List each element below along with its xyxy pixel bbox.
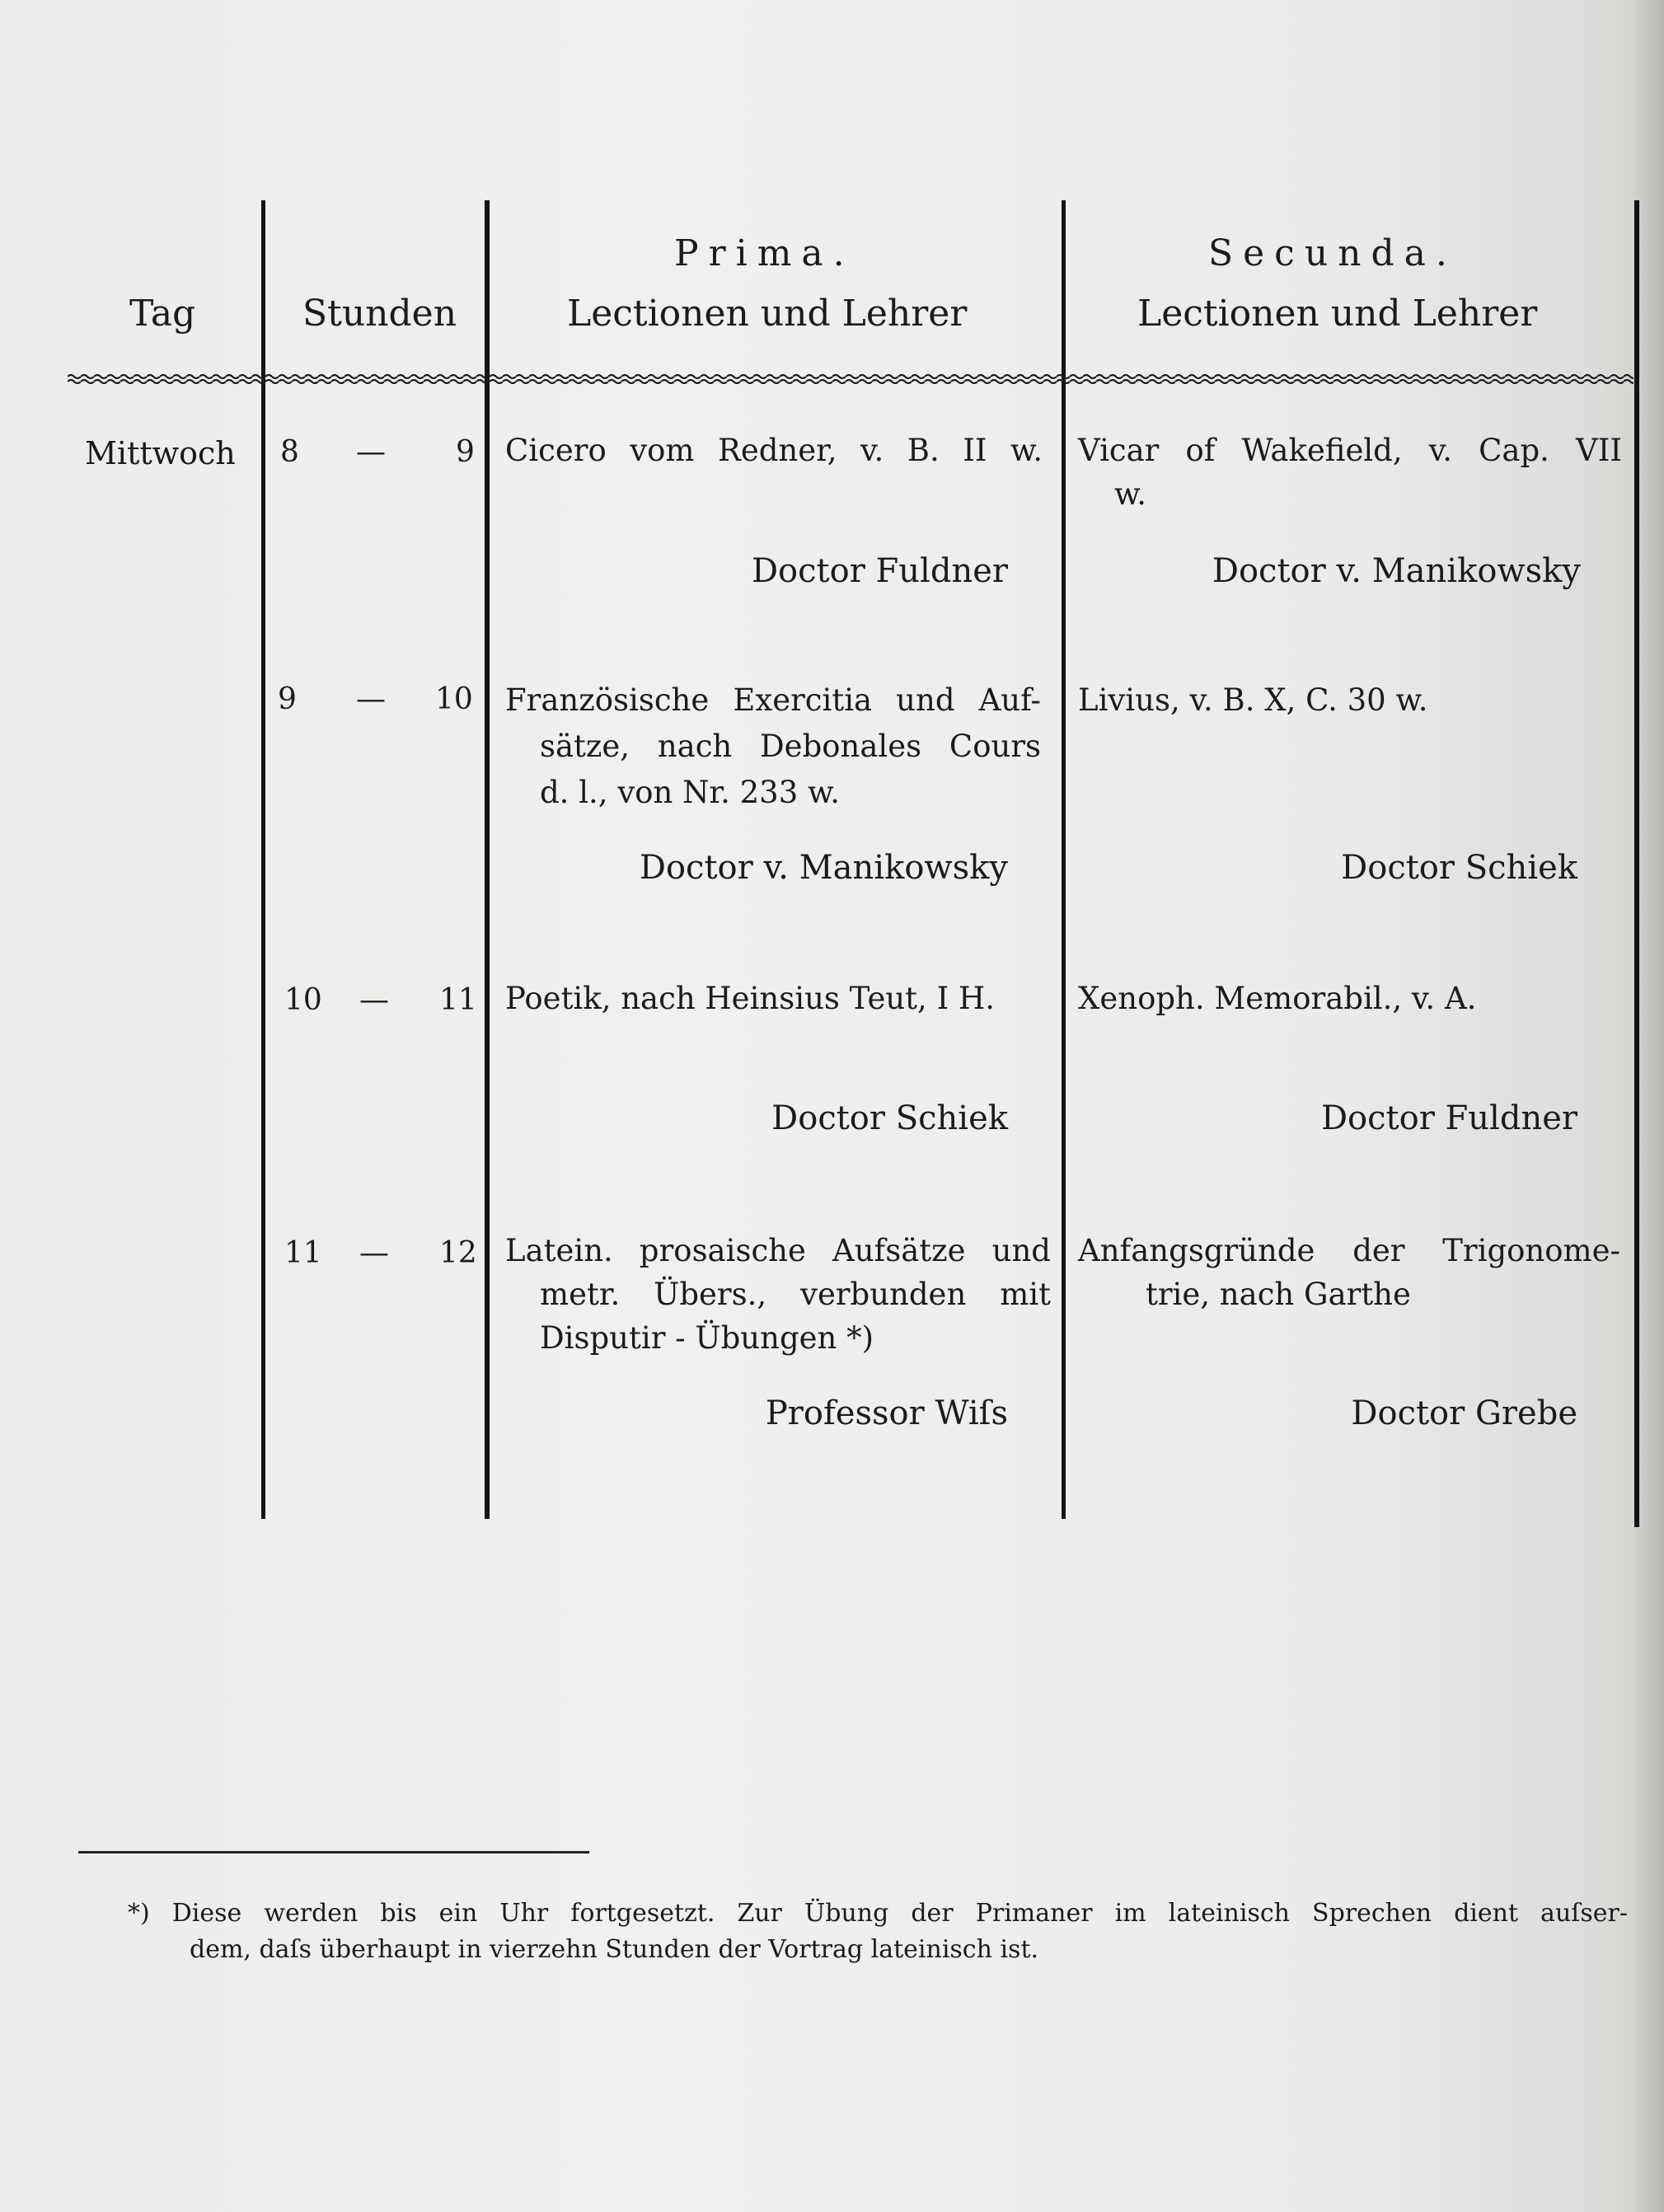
row-3-secunda-teacher: Doctor Fuldner: [1320, 1099, 1577, 1137]
row-2-prima-line-1: Französische Exercitia und Auf-: [505, 682, 1041, 718]
column-rule-right: [1634, 200, 1639, 1527]
row-4-hour-dash: —: [359, 1236, 389, 1270]
header-prima-title: Prima.: [674, 232, 855, 274]
row-1-prima-line-1: Cicero vom Redner, v. B. II w.: [505, 433, 1043, 468]
row-3-prima-line-1: Poetik, nach Heinsius Teut, I H.: [505, 981, 995, 1016]
row-1-prima-teacher: Doctor Fuldner: [751, 552, 1008, 590]
row-4-prima-line-3: Disputir - Übungen *): [540, 1320, 874, 1356]
row-1-secunda-line-1: Vicar of Wakefield, v. Cap. VII: [1078, 433, 1622, 468]
row-1-hour-dash: —: [356, 435, 386, 469]
header-stunden: Stunden: [302, 293, 457, 335]
row-2-prima-teacher: Doctor v. Manikowsky: [639, 849, 1008, 887]
row-1-secunda-teacher: Doctor v. Manikowsky: [1212, 552, 1581, 590]
header-tag: Tag: [129, 293, 196, 335]
column-rule-tag-stunden: [261, 200, 265, 1519]
header-wavy-rule: [68, 373, 1634, 384]
row-4-prima-line-1: Latein. prosaische Aufsätze und: [505, 1233, 1051, 1268]
row-3-hour-to: 11: [439, 983, 477, 1017]
column-rule-stunden-prima: [485, 200, 490, 1519]
row-4-secunda-teacher: Doctor Grebe: [1351, 1394, 1577, 1432]
row-2-hour-dash: —: [356, 682, 386, 716]
row-3-hour-dash: —: [359, 983, 389, 1017]
row-2-hour-from: 9: [278, 682, 297, 716]
footnote-line-1: *) Diese werden bis ein Uhr fortgesetzt. Zur Übung der Primaner im lateinisch Sprechen dient auſser-: [128, 1899, 1628, 1928]
footnote-line-2: dem, daſs überhaupt in vierzehn Stunden der Vortrag lateinisch ist.: [190, 1935, 1039, 1964]
column-rule-prima-secunda: [1062, 200, 1066, 1519]
row-2-secunda-teacher: Doctor Schiek: [1341, 849, 1577, 887]
header-secunda-title: Secunda.: [1208, 232, 1457, 274]
row-2-prima-line-3: d. l., von Nr. 233 w.: [540, 775, 841, 810]
row-2-hour-to: 10: [435, 682, 473, 716]
header-prima-subtitle: Lectionen und Lehrer: [567, 293, 968, 335]
row-4-prima-line-2: metr. Übers., verbunden mit: [540, 1277, 1051, 1312]
row-4-prima-teacher: Professor Wiſs: [765, 1394, 1008, 1432]
header-secunda-subtitle: Lectionen und Lehrer: [1137, 293, 1538, 335]
row-3-hour-from: 10: [284, 983, 322, 1017]
row-1-hour-from: 8: [280, 435, 299, 469]
row-4-secunda-line-2: trie, nach Garthe: [1146, 1277, 1411, 1312]
row-4-hour-to: 12: [439, 1236, 477, 1270]
row-4-hour-from: 11: [284, 1236, 322, 1270]
row-1-secunda-line-2: w.: [1114, 476, 1147, 512]
row-3-prima-teacher: Doctor Schiek: [771, 1099, 1008, 1137]
footnote: [128, 1896, 1628, 1968]
row-2-prima-line-2: sätze, nach Debonales Cours: [540, 729, 1041, 764]
row-2-secunda-line-1: Livius, v. B. X, C. 30 w.: [1078, 682, 1428, 718]
row-1-hour-to: 9: [456, 435, 475, 469]
row-4-secunda-line-1: Anfangsgründe der Trigonome-: [1078, 1233, 1620, 1268]
day-label: Mittwoch: [85, 435, 236, 471]
row-3-secunda-line-1: Xenoph. Memorabil., v. A.: [1078, 981, 1477, 1016]
footnote-rule: [78, 1851, 589, 1853]
